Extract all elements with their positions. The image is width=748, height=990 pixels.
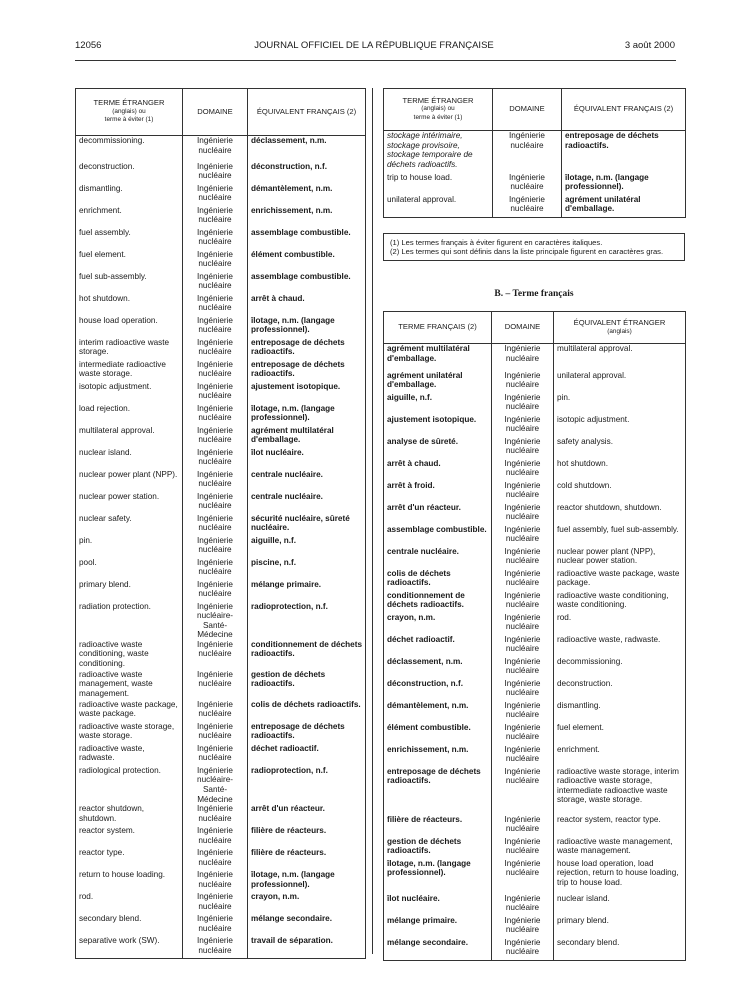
term-cell: fuel sub-assembly.: [76, 272, 183, 294]
table-row: [384, 701, 686, 723]
table-row: [384, 547, 686, 569]
table-row: [76, 470, 366, 492]
equivalent-cell: élément combustible.: [248, 250, 366, 272]
col-header-foreign-term: TERME ÉTRANGER (anglais) ou terme à éviter (1): [76, 89, 183, 136]
equivalent-cell: entreposage de déchets radioactifs.: [248, 338, 366, 360]
table-row: [76, 848, 366, 870]
equivalent-cell: aiguille, n.f.: [248, 536, 366, 558]
term-cell: radioactive waste package, waste package.: [76, 700, 183, 722]
domain-cell: Ingénierie nucléaire: [492, 859, 554, 894]
equivalent-cell: radioactive waste conditioning, waste conditioning.: [554, 591, 686, 613]
term-cell: centrale nucléaire.: [384, 547, 492, 569]
domain-cell: Ingénierie nucléaire: [183, 936, 248, 959]
equivalent-cell: centrale nucléaire.: [248, 492, 366, 514]
table-row: [384, 131, 686, 173]
table-row: [76, 382, 366, 404]
term-cell: pin.: [76, 536, 183, 558]
term-cell: intermediate radioactive waste storage.: [76, 360, 183, 382]
equivalent-cell: mélange primaire.: [248, 580, 366, 602]
domain-cell: Ingénierie nucléaire: [492, 547, 554, 569]
domain-cell: Ingénierie nucléaire: [183, 722, 248, 744]
section-title: B. – Terme français: [494, 289, 574, 299]
domain-cell: Ingénierie nucléaire: [183, 640, 248, 670]
term-cell: enrichissement, n.m.: [384, 745, 492, 767]
domain-cell: Ingénierie nucléaire: [183, 294, 248, 316]
domain-cell: Ingénierie nucléaire: [183, 514, 248, 536]
table-row: [76, 936, 366, 959]
term-cell: pool.: [76, 558, 183, 580]
term-cell: load rejection.: [76, 404, 183, 426]
domain-cell: Ingénierie nucléaire: [183, 700, 248, 722]
term-cell: deconstruction.: [76, 162, 183, 184]
domain-cell: Ingénierie nucléaire: [493, 195, 562, 218]
domain-cell: Ingénierie nucléaire: [492, 591, 554, 613]
term-cell: déchet radioactif.: [384, 635, 492, 657]
term-cell: nuclear safety.: [76, 514, 183, 536]
table-row: [76, 826, 366, 848]
table-row: [76, 184, 366, 206]
domain-cell: Ingénierie nucléaire: [492, 745, 554, 767]
term-cell: nuclear power station.: [76, 492, 183, 514]
term-cell: arrêt à chaud.: [384, 459, 492, 481]
term-cell: unilateral approval.: [384, 195, 493, 218]
equivalent-cell: îlotage, n.m. (langage professionnel).: [248, 870, 366, 892]
table-row: [76, 514, 366, 536]
term-cell: secondary blend.: [76, 914, 183, 936]
term-cell: analyse de sûreté.: [384, 437, 492, 459]
equivalent-cell: safety analysis.: [554, 437, 686, 459]
term-cell: fuel element.: [76, 250, 183, 272]
domain-cell: Ingénierie nucléaire: [183, 448, 248, 470]
term-cell: gestion de déchets radioactifs.: [384, 837, 492, 859]
footnotes-box: [383, 233, 685, 261]
footnote-2: (2) Les termes qui sont définis dans la liste principale figurent en caractères gras.: [390, 247, 664, 256]
equivalent-cell: centrale nucléaire.: [248, 470, 366, 492]
table-row: [76, 272, 366, 294]
term-cell: rod.: [76, 892, 183, 914]
table-row: [76, 536, 366, 558]
domain-cell: Ingénierie nucléaire-Santé-Médecine: [183, 766, 248, 804]
domain-cell: Ingénierie nucléaire: [492, 723, 554, 745]
table-row: [76, 602, 366, 640]
table-row: [384, 723, 686, 745]
term-cell: mélange primaire.: [384, 916, 492, 938]
equivalent-cell: cold shutdown.: [554, 481, 686, 503]
equivalent-cell: enrichissement, n.m.: [248, 206, 366, 228]
equivalent-cell: mélange secondaire.: [248, 914, 366, 936]
equivalent-cell: entreposage de déchets radioactifs.: [248, 360, 366, 382]
table-row: [384, 415, 686, 437]
equivalent-cell: assemblage combustible.: [248, 272, 366, 294]
col-header-foreign-equivalent: ÉQUIVALENT ÉTRANGER (anglais): [554, 312, 686, 344]
table-row: [384, 613, 686, 635]
domain-cell: Ingénierie nucléaire: [183, 848, 248, 870]
journal-title: JOURNAL OFFICIEL DE LA RÉPUBLIQUE FRANÇAISE: [254, 40, 494, 51]
footnote-1: (1) Les termes français à éviter figurent en caractères italiques.: [390, 238, 603, 247]
domain-cell: Ingénierie nucléaire: [492, 459, 554, 481]
term-cell: agrément multilatéral d'emballage.: [384, 344, 492, 371]
equivalent-cell: house load operation, load rejection, return to house loading, trip to house load.: [554, 859, 686, 894]
domain-cell: Ingénierie nucléaire: [492, 344, 554, 371]
table-row: [384, 591, 686, 613]
table-row: [384, 767, 686, 815]
equivalent-cell: îlotage, n.m. (langage professionnel).: [562, 173, 686, 195]
term-cell: arrêt à froid.: [384, 481, 492, 503]
table-row: [76, 338, 366, 360]
equivalent-cell: démantèlement, n.m.: [248, 184, 366, 206]
col-header-foreign-term: TERME ÉTRANGER (anglais) ou terme à éviter (1): [384, 89, 493, 131]
domain-cell: Ingénierie nucléaire: [183, 670, 248, 700]
equivalent-cell: arrêt d'un réacteur.: [248, 804, 366, 826]
equivalent-cell: radioactive waste management, waste management.: [554, 837, 686, 859]
domain-cell: Ingénierie nucléaire: [183, 804, 248, 826]
term-cell: decommissioning.: [76, 136, 183, 162]
table-row: [76, 914, 366, 936]
equivalent-cell: reactor shutdown, shutdown.: [554, 503, 686, 525]
equivalent-cell: fuel assembly, fuel sub-assembly.: [554, 525, 686, 547]
equivalent-cell: nuclear power plant (NPP), nuclear power station.: [554, 547, 686, 569]
equivalent-cell: radioprotection, n.f.: [248, 602, 366, 640]
domain-cell: Ingénierie nucléaire: [492, 894, 554, 916]
table-row: [384, 195, 686, 218]
domain-cell: Ingénierie nucléaire: [492, 916, 554, 938]
table-row: [76, 580, 366, 602]
equivalent-cell: travail de séparation.: [248, 936, 366, 959]
term-cell: return to house loading.: [76, 870, 183, 892]
term-cell: déconstruction, n.f.: [384, 679, 492, 701]
term-cell: radioactive waste, radwaste.: [76, 744, 183, 766]
domain-cell: Ingénierie nucléaire: [183, 826, 248, 848]
term-cell: assemblage combustible.: [384, 525, 492, 547]
publication-date: 3 août 2000: [624, 40, 675, 51]
table-row: [384, 916, 686, 938]
equivalent-cell: decommissioning.: [554, 657, 686, 679]
domain-cell: Ingénierie nucléaire: [183, 338, 248, 360]
equivalent-cell: pin.: [554, 393, 686, 415]
table-row: [384, 657, 686, 679]
table-row: [76, 670, 366, 700]
col-header-domain: DOMAINE: [492, 312, 554, 344]
equivalent-cell: radioactive waste, radwaste.: [554, 635, 686, 657]
domain-cell: Ingénierie nucléaire: [492, 701, 554, 723]
domain-cell: Ingénierie nucléaire: [493, 131, 562, 173]
term-cell: radioactive waste management, waste management.: [76, 670, 183, 700]
term-cell: isotopic adjustment.: [76, 382, 183, 404]
term-cell: déclassement, n.m.: [384, 657, 492, 679]
table-row: [76, 360, 366, 382]
table-row: [76, 228, 366, 250]
domain-cell: Ingénierie nucléaire: [492, 767, 554, 815]
table-row: [76, 206, 366, 228]
domain-cell: Ingénierie nucléaire: [183, 228, 248, 250]
domain-cell: Ingénierie nucléaire: [183, 206, 248, 228]
table-row: [76, 766, 366, 804]
col-header-domain: DOMAINE: [183, 89, 248, 136]
term-cell: dismantling.: [76, 184, 183, 206]
equivalent-cell: îlot nucléaire.: [248, 448, 366, 470]
domain-cell: Ingénierie nucléaire: [492, 503, 554, 525]
term-cell: trip to house load.: [384, 173, 493, 195]
term-cell: stockage intérimaire, stockage provisoire, stockage temporaire de déchets radioactifs.: [384, 131, 493, 173]
equivalent-cell: déclassement, n.m.: [248, 136, 366, 162]
equivalent-cell: sécurité nucléaire, sûreté nucléaire.: [248, 514, 366, 536]
term-cell: separative work (SW).: [76, 936, 183, 959]
equivalent-cell: filière de réacteurs.: [248, 826, 366, 848]
domain-cell: Ingénierie nucléaire: [183, 184, 248, 206]
term-cell: conditionnement de déchets radioactifs.: [384, 591, 492, 613]
equivalent-cell: gestion de déchets radioactifs.: [248, 670, 366, 700]
term-cell: multilateral approval.: [76, 426, 183, 448]
term-cell: nuclear island.: [76, 448, 183, 470]
table-row: [384, 459, 686, 481]
equivalent-cell: radioactive waste storage, interim radioactive waste storage, intermediate radioactive waste storage, waste storage.: [554, 767, 686, 815]
table-row: [76, 162, 366, 184]
right-bottom-terms-table: [383, 311, 686, 961]
equivalent-cell: radioactive waste package, waste package.: [554, 569, 686, 591]
equivalent-cell: conditionnement de déchets radioactifs.: [248, 640, 366, 670]
domain-cell: Ingénierie nucléaire: [183, 316, 248, 338]
domain-cell: Ingénierie nucléaire: [183, 250, 248, 272]
table-row: [384, 859, 686, 894]
right-top-table-body: [384, 131, 686, 218]
domain-cell: Ingénierie nucléaire: [183, 360, 248, 382]
term-cell: entreposage de déchets radioactifs.: [384, 767, 492, 815]
equivalent-cell: colis de déchets radioactifs.: [248, 700, 366, 722]
domain-cell: Ingénierie nucléaire: [493, 173, 562, 195]
table-row: [76, 744, 366, 766]
equivalent-cell: entreposage de déchets radioactifs.: [248, 722, 366, 744]
equivalent-cell: îlotage, n.m. (langage professionnel).: [248, 404, 366, 426]
table-row: [384, 745, 686, 767]
domain-cell: Ingénierie nucléaire: [183, 558, 248, 580]
domain-cell: Ingénierie nucléaire: [183, 272, 248, 294]
equivalent-cell: hot shutdown.: [554, 459, 686, 481]
term-cell: filière de réacteurs.: [384, 815, 492, 837]
table-row: [384, 635, 686, 657]
term-cell: radioactive waste storage, waste storage.: [76, 722, 183, 744]
table-row: [384, 344, 686, 371]
equivalent-cell: multilateral approval.: [554, 344, 686, 371]
domain-cell: Ingénierie nucléaire: [183, 382, 248, 404]
domain-cell: Ingénierie nucléaire: [492, 481, 554, 503]
equivalent-cell: déchet radioactif.: [248, 744, 366, 766]
domain-cell: Ingénierie nucléaire: [492, 938, 554, 961]
table-row: [76, 316, 366, 338]
domain-cell: Ingénierie nucléaire: [183, 914, 248, 936]
term-cell: colis de déchets radioactifs.: [384, 569, 492, 591]
right-top-terms-table: [383, 88, 686, 218]
equivalent-cell: unilateral approval.: [554, 371, 686, 393]
col-header-domain: DOMAINE: [493, 89, 562, 131]
domain-cell: Ingénierie nucléaire: [492, 657, 554, 679]
term-cell: agrément unilatéral d'emballage.: [384, 371, 492, 393]
table-row: [76, 448, 366, 470]
domain-cell: Ingénierie nucléaire: [492, 569, 554, 591]
term-cell: mélange secondaire.: [384, 938, 492, 961]
domain-cell: Ingénierie nucléaire: [492, 815, 554, 837]
term-cell: ajustement isotopique.: [384, 415, 492, 437]
table-row: [384, 938, 686, 961]
term-cell: primary blend.: [76, 580, 183, 602]
domain-cell: Ingénierie nucléaire: [183, 426, 248, 448]
table-row: [76, 492, 366, 514]
equivalent-cell: arrêt à chaud.: [248, 294, 366, 316]
domain-cell: Ingénierie nucléaire: [492, 837, 554, 859]
term-cell: îlot nucléaire.: [384, 894, 492, 916]
left-terms-table: [75, 88, 366, 959]
domain-cell: Ingénierie nucléaire: [183, 136, 248, 162]
term-cell: reactor shutdown, shutdown.: [76, 804, 183, 826]
table-row: [76, 426, 366, 448]
equivalent-cell: agrément unilatéral d'emballage.: [562, 195, 686, 218]
table-row: [384, 894, 686, 916]
equivalent-cell: nuclear island.: [554, 894, 686, 916]
term-cell: arrêt d'un réacteur.: [384, 503, 492, 525]
term-cell: radioactive waste conditioning, waste conditioning.: [76, 640, 183, 670]
equivalent-cell: déconstruction, n.f.: [248, 162, 366, 184]
equivalent-cell: secondary blend.: [554, 938, 686, 961]
domain-cell: Ingénierie nucléaire: [183, 404, 248, 426]
term-cell: radiation protection.: [76, 602, 183, 640]
equivalent-cell: îlotage, n.m. (langage professionnel).: [248, 316, 366, 338]
domain-cell: Ingénierie nucléaire: [492, 679, 554, 701]
term-cell: élément combustible.: [384, 723, 492, 745]
term-cell: hot shutdown.: [76, 294, 183, 316]
domain-cell: Ingénierie nucléaire: [492, 415, 554, 437]
term-cell: îlotage, n.m. (langage professionnel).: [384, 859, 492, 894]
col-header-french-equivalent: ÉQUIVALENT FRANÇAIS (2): [562, 89, 686, 131]
table-row: [76, 294, 366, 316]
domain-cell: Ingénierie nucléaire: [183, 470, 248, 492]
table-row: [76, 700, 366, 722]
term-cell: interim radioactive waste storage.: [76, 338, 183, 360]
table-row: [76, 250, 366, 272]
table-row: [384, 837, 686, 859]
table-row: [384, 393, 686, 415]
table-row: [384, 481, 686, 503]
equivalent-cell: fuel element.: [554, 723, 686, 745]
table-row: [384, 437, 686, 459]
table-row: [384, 371, 686, 393]
col-header-french-term: TERME FRANÇAIS (2): [384, 312, 492, 344]
equivalent-cell: deconstruction.: [554, 679, 686, 701]
table-row: [76, 870, 366, 892]
equivalent-cell: radioprotection, n.f.: [248, 766, 366, 804]
term-cell: enrichment.: [76, 206, 183, 228]
domain-cell: Ingénierie nucléaire: [183, 162, 248, 184]
equivalent-cell: isotopic adjustment.: [554, 415, 686, 437]
equivalent-cell: crayon, n.m.: [248, 892, 366, 914]
table-row: [76, 804, 366, 826]
domain-cell: Ingénierie nucléaire: [183, 580, 248, 602]
table-row: [76, 892, 366, 914]
term-cell: fuel assembly.: [76, 228, 183, 250]
page-number: 12056: [75, 40, 102, 51]
table-row: [384, 173, 686, 195]
domain-cell: Ingénierie nucléaire: [492, 371, 554, 393]
term-cell: house load operation.: [76, 316, 183, 338]
table-row: [76, 558, 366, 580]
term-cell: démantèlement, n.m.: [384, 701, 492, 723]
table-row: [76, 722, 366, 744]
domain-cell: Ingénierie nucléaire: [492, 393, 554, 415]
right-bottom-table-body: [384, 344, 686, 961]
equivalent-cell: piscine, n.f.: [248, 558, 366, 580]
table-row: [384, 569, 686, 591]
domain-cell: Ingénierie nucléaire: [183, 892, 248, 914]
table-row: [384, 525, 686, 547]
table-row: [384, 815, 686, 837]
equivalent-cell: enrichment.: [554, 745, 686, 767]
term-cell: nuclear power plant (NPP).: [76, 470, 183, 492]
table-row: [76, 404, 366, 426]
term-cell: radiological protection.: [76, 766, 183, 804]
equivalent-cell: ajustement isotopique.: [248, 382, 366, 404]
equivalent-cell: reactor system, reactor type.: [554, 815, 686, 837]
equivalent-cell: agrément multilatéral d'emballage.: [248, 426, 366, 448]
equivalent-cell: assemblage combustible.: [248, 228, 366, 250]
header-rule: [75, 60, 676, 61]
domain-cell: Ingénierie nucléaire: [492, 635, 554, 657]
domain-cell: Ingénierie nucléaire: [183, 870, 248, 892]
term-cell: reactor system.: [76, 826, 183, 848]
term-cell: aiguille, n.f.: [384, 393, 492, 415]
table-row: [76, 136, 366, 162]
domain-cell: Ingénierie nucléaire-Santé-Médecine: [183, 602, 248, 640]
domain-cell: Ingénierie nucléaire: [183, 536, 248, 558]
table-row: [76, 640, 366, 670]
domain-cell: Ingénierie nucléaire: [492, 525, 554, 547]
equivalent-cell: filière de réacteurs.: [248, 848, 366, 870]
term-cell: crayon, n.m.: [384, 613, 492, 635]
equivalent-cell: rod.: [554, 613, 686, 635]
col-header-french-equivalent: ÉQUIVALENT FRANÇAIS (2): [248, 89, 366, 136]
domain-cell: Ingénierie nucléaire: [492, 437, 554, 459]
equivalent-cell: entreposage de déchets radioactifs.: [562, 131, 686, 173]
domain-cell: Ingénierie nucléaire: [492, 613, 554, 635]
equivalent-cell: dismantling.: [554, 701, 686, 723]
left-table-body: [76, 136, 366, 959]
column-divider: [372, 88, 373, 954]
term-cell: reactor type.: [76, 848, 183, 870]
equivalent-cell: primary blend.: [554, 916, 686, 938]
domain-cell: Ingénierie nucléaire: [183, 492, 248, 514]
domain-cell: Ingénierie nucléaire: [183, 744, 248, 766]
table-row: [384, 679, 686, 701]
table-row: [384, 503, 686, 525]
